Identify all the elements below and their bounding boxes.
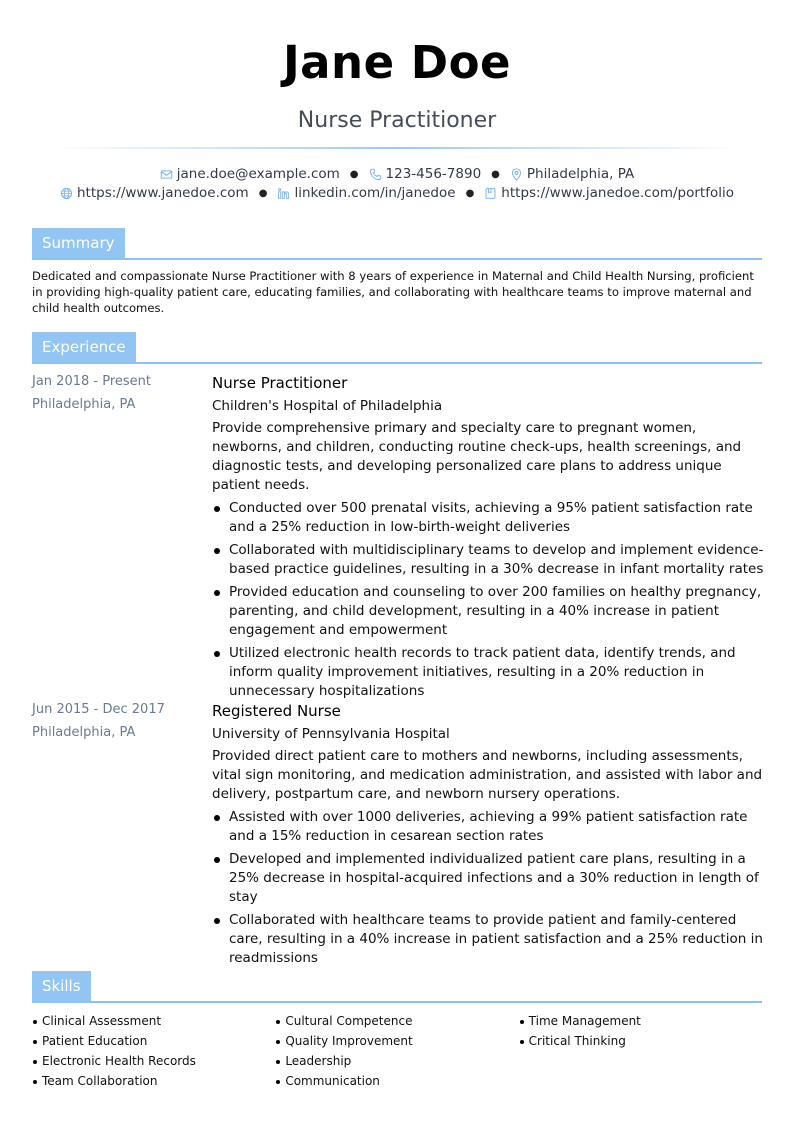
linkedin-icon [277,187,290,200]
skills-list [32,1011,762,1091]
contact-row-links [0,185,794,201]
separator-dot: ● [349,168,359,180]
job-entry [212,701,764,972]
contact-linkedin[interactable] [277,185,455,201]
contact-portfolio-text: https://www.janedoe.com/portfolio [501,185,735,201]
job-description: Provide comprehensive primary and specialty care to pregnant women, newborns, and children, conducting routine check-ups, health screenings, and diagnostic tests, and developing personalized care plans to address unique patient needs. [212,420,742,493]
mail-icon [160,168,173,181]
summary-text: Dedicated and compassionate Nurse Practitioner with 8 years of experience in Maternal and Child Health Nursing, proficient in providing high-quality patient care, educating families, and collaborating with healthcare teams to improve maternal and child health outcomes. [32,269,754,315]
contact-row-primary [0,166,794,182]
skills-column [32,1011,275,1091]
skill-item: Clinical Assessment [32,1011,275,1031]
skill-item: Time Management [519,1011,762,1031]
job-meta [32,701,202,747]
contact-portfolio[interactable] [484,185,734,201]
location-pin-icon [510,168,523,181]
candidate-title: Nurse Practitioner [297,108,497,133]
skills-section-header [32,971,762,1003]
summary-section-header [32,228,762,260]
job-organization: Children's Hospital of Philadelphia [212,398,443,414]
job-location: Philadelphia, PA [32,725,136,740]
skills-column [275,1011,518,1091]
skill-item: Critical Thinking [519,1031,762,1051]
job-bullet: Developed and implemented individualized patient care plans, resulting in a 25% decrease in hospital-acquired infections and a 30% reduction in length of stay [212,850,764,907]
job-bullet: Conducted over 500 prenatal visits, achieving a 95% patient satisfaction rate and a 25% reduction in low-birth-weight deliveries [212,499,764,537]
job-dates: Jan 2018 - Present [32,374,151,389]
contact-website[interactable] [60,185,249,201]
job-meta [32,373,202,419]
skill-item: Team Collaboration [32,1071,275,1091]
experience-heading: Experience [32,332,136,362]
contact-email-text: jane.doe@example.com [176,166,340,182]
skill-item: Communication [275,1071,518,1091]
contact-location [510,166,634,182]
job-description: Provided direct patient care to mothers and newborns, including assessments, vital sign monitoring, and medication administration, and assisted with labor and delivery, postpartum care, and newborn nursery operations. [212,748,763,802]
separator-dot: ● [258,187,268,199]
skills-heading: Skills [32,971,91,1001]
job-bullet: Utilized electronic health records to track patient data, identify trends, and inform quality improvement initiatives, resulting in a 20% reduction in unnecessary hospitalizations [212,644,764,701]
job-organization: University of Pennsylvania Hospital [212,726,450,742]
skills-column [519,1011,762,1091]
job-bullet: Assisted with over 1000 deliveries, achieving a 99% patient satisfaction rate and a 15% reduction in cesarean section rates [212,808,764,846]
skill-item: Leadership [275,1051,518,1071]
skill-item: Quality Improvement [275,1031,518,1051]
job-bullet: Collaborated with healthcare teams to provide patient and family-centered care, resulting in a 40% increase in patient satisfaction and a 25% reduction in readmissions [212,911,764,968]
candidate-name: Jane Doe [282,36,512,89]
contact-phone[interactable] [369,166,482,182]
job-bullet: Collaborated with multidisciplinary teams to develop and implement evidence-based practice guidelines, resulting in a 30% decrease in infant mortality rates [212,541,764,579]
contact-website-text: https://www.janedoe.com [76,185,249,201]
contact-email[interactable] [160,166,340,182]
experience-section-header [32,332,762,364]
contact-linkedin-text: linkedin.com/in/janedoe [294,185,456,201]
job-location: Philadelphia, PA [32,397,136,412]
phone-icon [369,168,382,181]
header-divider [50,147,744,149]
job-title: Nurse Practitioner [212,374,348,392]
job-entry [212,373,764,705]
job-bullet: Provided education and counseling to over 200 families on healthy pregnancy, parenting, and child development, resulting in a 40% increase in patient engagement and empowerment [212,583,764,640]
separator-dot: ● [491,168,500,180]
skill-item: Cultural Competence [275,1011,518,1031]
job-bullets [212,808,764,968]
skill-item: Electronic Health Records [32,1051,275,1071]
job-title: Registered Nurse [212,702,341,720]
contact-location-text: Philadelphia, PA [526,166,635,182]
job-dates: Jun 2015 - Dec 2017 [32,702,165,717]
contact-phone-text: 123-456-7890 [385,166,482,182]
job-bullets [212,499,764,701]
separator-dot: ● [465,187,475,199]
skill-item: Patient Education [32,1031,275,1051]
summary-heading: Summary [32,228,125,258]
globe-icon [60,187,73,200]
bookmark-icon [484,187,497,200]
